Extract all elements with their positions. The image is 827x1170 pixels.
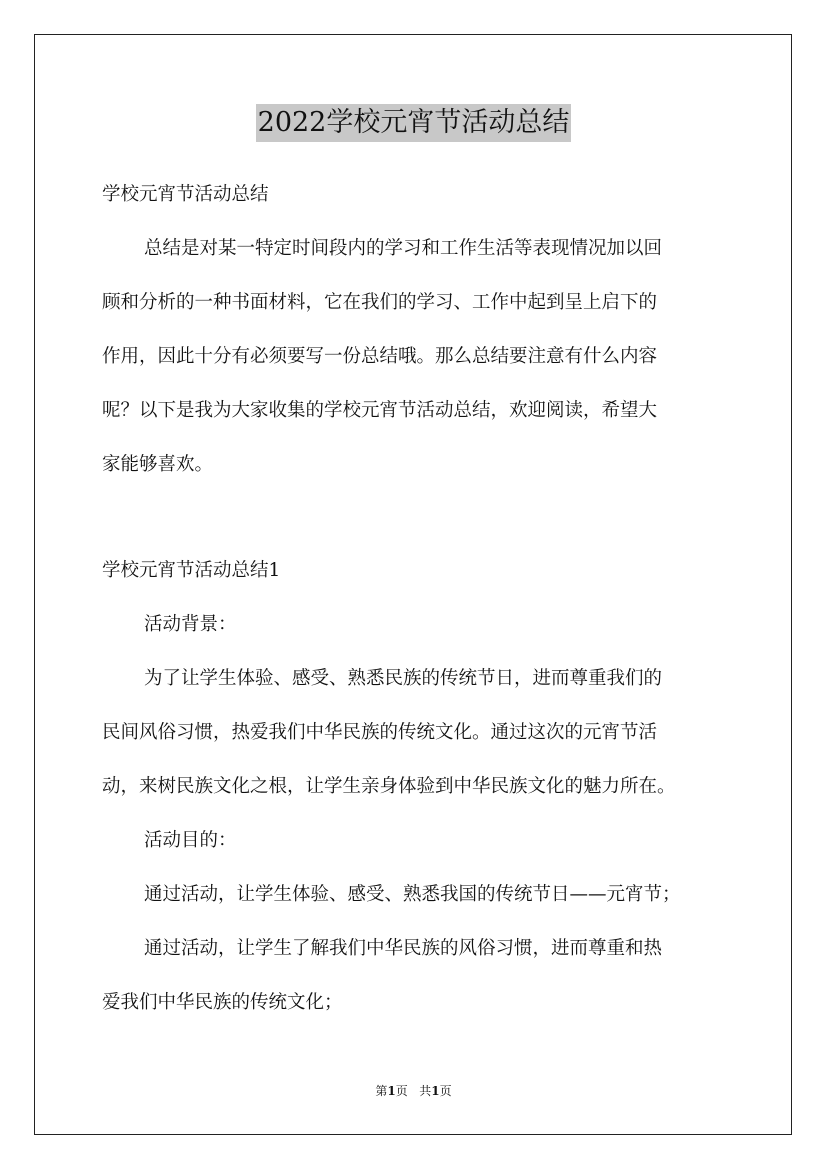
paragraph-line: 民间风俗习惯，热爱我们中华民族的传统文化。通过这次的元宵节活 xyxy=(102,722,658,743)
page-suffix: 页 xyxy=(395,1084,408,1098)
title-container xyxy=(0,104,827,142)
paragraph-line: 家能够喜欢。 xyxy=(102,454,214,475)
total-prefix: 共 xyxy=(419,1084,432,1098)
paragraph-line: 呢？以下是我为大家收集的学校元宵节活动总结，欢迎阅读，希望大 xyxy=(102,400,658,421)
paragraph-line: 总结是对某一特定时间段内的学习和工作生活等表现情况加以回 xyxy=(144,238,663,259)
section-heading: 学校元宵节活动总结 xyxy=(102,184,269,205)
paragraph-line: 顾和分析的一种书面材料，它在我们的学习、工作中起到呈上启下的 xyxy=(102,292,658,313)
paragraph-gap xyxy=(102,492,728,544)
paragraph-line: 为了让学生体验、感受、熟悉民族的传统节日，进而尊重我们的 xyxy=(144,668,663,689)
section-heading: 学校元宵节活动总结1 xyxy=(102,560,281,581)
paragraph-line: 通过活动，让学生体验、感受、熟悉我国的传统节日——元宵节； xyxy=(144,884,681,905)
page-footer xyxy=(0,1082,827,1099)
paragraph-line: 动，来树民族文化之根，让学生亲身体验到中华民族文化的魅力所在。 xyxy=(102,776,676,797)
paragraph-line: 作用，因此十分有必须要写一份总结哦。那么总结要注意有什么内容 xyxy=(102,346,658,367)
page-number: 1 xyxy=(387,1084,396,1098)
total-pages: 1 xyxy=(431,1084,440,1098)
paragraph-line: 通过活动，让学生了解我们中华民族的风俗习惯，进而尊重和热 xyxy=(144,938,663,959)
total-suffix: 页 xyxy=(439,1084,452,1098)
subheading: 活动目的： xyxy=(144,830,237,851)
page-prefix: 第 xyxy=(375,1084,388,1098)
document-title: 2022学校元宵节活动总结 xyxy=(256,104,572,142)
subheading: 活动背景： xyxy=(144,614,237,635)
document-body xyxy=(102,168,728,1030)
paragraph-line: 爱我们中华民族的传统文化； xyxy=(102,992,343,1013)
